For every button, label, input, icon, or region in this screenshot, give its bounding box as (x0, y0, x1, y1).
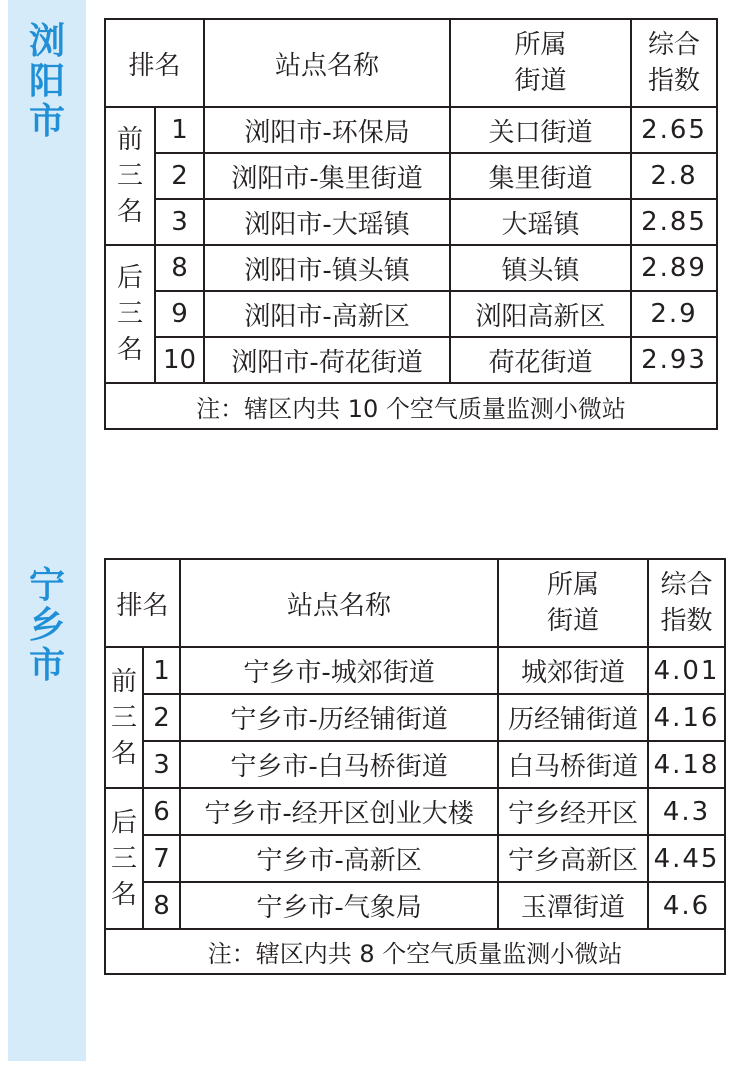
rank-cell: 2 (143, 694, 180, 741)
station-cell: 浏阳市-环保局 (204, 107, 450, 153)
group-char: 后 (116, 263, 143, 293)
rank-cell: 8 (155, 245, 204, 291)
rank-cell: 1 (155, 107, 204, 153)
rank-cell: 1 (143, 647, 180, 694)
station-cell: 宁乡市-高新区 (180, 835, 498, 882)
street-cell: 宁乡高新区 (498, 835, 648, 882)
rank-cell: 3 (143, 741, 180, 788)
street-cell: 城郊街道 (498, 647, 648, 694)
table-row (105, 107, 717, 153)
city-label-ningxiang (8, 566, 86, 686)
street-cell: 关口街道 (450, 107, 631, 153)
index-cell: 2.93 (631, 337, 717, 383)
group-char: 三 (116, 161, 143, 191)
street-cell: 历经铺街道 (498, 694, 648, 741)
ranking-table-liuyang (104, 18, 718, 430)
header-index-line2: 指数 (648, 66, 701, 96)
station-cell: 浏阳市-镇头镇 (204, 245, 450, 291)
station-cell: 浏阳市-集里街道 (204, 153, 450, 199)
rank-cell: 9 (155, 291, 204, 337)
header-index-line1: 综合 (660, 570, 713, 600)
table-note-row (105, 929, 725, 974)
station-cell: 宁乡市-城郊街道 (180, 647, 498, 694)
table-row (105, 291, 717, 337)
table-row (105, 788, 725, 835)
header-index (631, 19, 717, 107)
group-char: 三 (116, 299, 143, 329)
city-char: 宁 (28, 565, 65, 606)
index-cell: 4.3 (648, 788, 725, 835)
table-row (105, 741, 725, 788)
header-street-line2: 街道 (514, 66, 567, 96)
street-cell: 宁乡经开区 (498, 788, 648, 835)
table-header-row (105, 19, 717, 107)
table-note-row (105, 383, 717, 429)
group-char: 名 (116, 197, 143, 227)
index-cell: 2.65 (631, 107, 717, 153)
table-row (105, 245, 717, 291)
station-cell: 宁乡市-白马桥街道 (180, 741, 498, 788)
group-label-bottom3 (105, 788, 143, 929)
header-station: 站点名称 (204, 19, 450, 107)
index-cell: 4.6 (648, 882, 725, 929)
street-cell: 集里街道 (450, 153, 631, 199)
station-cell: 宁乡市-经开区创业大楼 (180, 788, 498, 835)
table-row (105, 835, 725, 882)
city-char: 阳 (28, 61, 65, 102)
ranking-table-ningxiang (104, 558, 726, 975)
table-row (105, 199, 717, 245)
header-rank: 排名 (105, 19, 204, 107)
table-note: 注：辖区内共 8 个空气质量监测小微站 (105, 929, 725, 974)
index-cell: 4.16 (648, 694, 725, 741)
table-row (105, 694, 725, 741)
header-station: 站点名称 (180, 559, 498, 647)
group-char: 前 (116, 125, 143, 155)
group-label-bottom3 (105, 245, 155, 383)
header-street-line1: 所属 (547, 570, 600, 600)
index-cell: 2.8 (631, 153, 717, 199)
table-row (105, 882, 725, 929)
header-index-line2: 指数 (660, 606, 713, 636)
city-char: 浏 (28, 21, 65, 62)
table-row (105, 647, 725, 694)
sidebar-band (8, 0, 86, 1061)
header-street (450, 19, 631, 107)
group-char: 前 (110, 666, 137, 697)
rank-cell: 7 (143, 835, 180, 882)
header-index (648, 559, 725, 647)
city-char: 市 (28, 101, 65, 142)
group-char: 名 (116, 335, 143, 365)
rank-cell: 3 (155, 199, 204, 245)
index-cell: 2.85 (631, 199, 717, 245)
station-cell: 浏阳市-大瑶镇 (204, 199, 450, 245)
header-street-line1: 所属 (514, 30, 567, 60)
group-char: 名 (110, 879, 137, 910)
index-cell: 2.9 (631, 291, 717, 337)
table-row (105, 153, 717, 199)
station-cell: 宁乡市-气象局 (180, 882, 498, 929)
rank-cell: 6 (143, 788, 180, 835)
table-note: 注：辖区内共 10 个空气质量监测小微站 (105, 383, 717, 429)
index-cell: 4.18 (648, 741, 725, 788)
city-char: 市 (28, 645, 65, 686)
street-cell: 镇头镇 (450, 245, 631, 291)
group-char: 三 (110, 702, 137, 733)
table-row (105, 337, 717, 383)
rank-cell: 8 (143, 882, 180, 929)
street-cell: 白马桥街道 (498, 741, 648, 788)
table-header-row (105, 559, 725, 647)
group-char: 后 (110, 807, 137, 838)
rank-cell: 10 (155, 337, 204, 383)
street-cell: 荷花街道 (450, 337, 631, 383)
street-cell: 浏阳高新区 (450, 291, 631, 337)
group-label-top3 (105, 107, 155, 245)
station-cell: 浏阳市-高新区 (204, 291, 450, 337)
header-street (498, 559, 648, 647)
group-label-top3 (105, 647, 143, 788)
street-cell: 大瑶镇 (450, 199, 631, 245)
city-char: 乡 (28, 605, 65, 646)
station-cell: 宁乡市-历经铺街道 (180, 694, 498, 741)
header-index-line1: 综合 (648, 30, 701, 60)
group-char: 三 (110, 843, 137, 874)
index-cell: 2.89 (631, 245, 717, 291)
index-cell: 4.01 (648, 647, 725, 694)
group-char: 名 (110, 738, 137, 769)
city-label-liuyang (8, 22, 86, 142)
index-cell: 4.45 (648, 835, 725, 882)
header-street-line2: 街道 (547, 606, 600, 636)
rank-cell: 2 (155, 153, 204, 199)
header-rank: 排名 (105, 559, 180, 647)
station-cell: 浏阳市-荷花街道 (204, 337, 450, 383)
street-cell: 玉潭街道 (498, 882, 648, 929)
